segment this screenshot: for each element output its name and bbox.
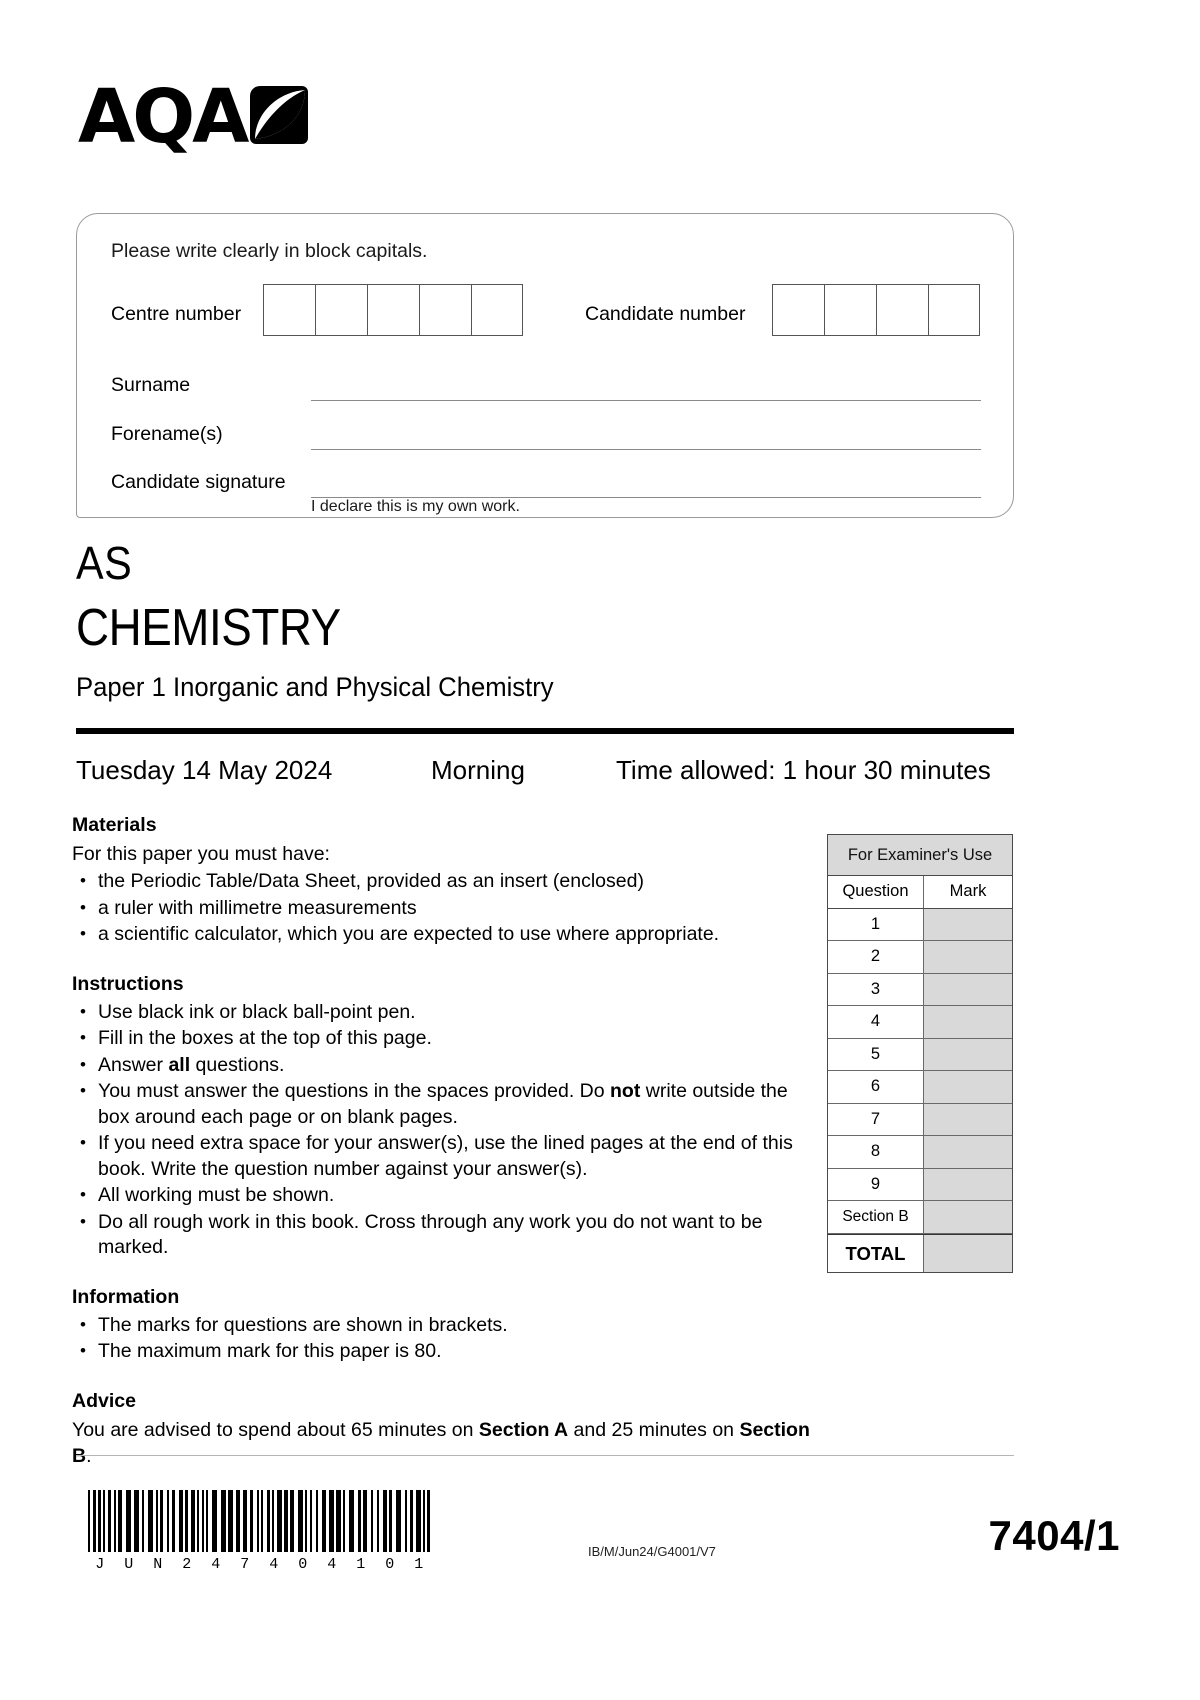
question-label: 3 <box>828 974 924 1006</box>
barcode-bar <box>261 1490 263 1552</box>
barcode-bar <box>114 1490 116 1552</box>
examiner-table-row <box>828 1104 1012 1137</box>
declaration-text: I declare this is my own work. <box>311 498 520 515</box>
mark-cell[interactable] <box>924 1006 1012 1038</box>
instructions-item: • Do all rough work in this book. Cross through any work you do not want to be marked. <box>72 1210 812 1261</box>
examiner-table-row <box>828 1136 1012 1169</box>
subject-title: CHEMISTRY <box>76 599 341 657</box>
barcode-bar <box>383 1490 387 1552</box>
forenames-field[interactable] <box>311 449 981 450</box>
total-label: TOTAL <box>828 1235 924 1272</box>
barcode-bar <box>343 1490 345 1552</box>
barcode-bar <box>126 1490 131 1552</box>
barcode-bar <box>179 1490 183 1552</box>
cover-instructions-panel <box>72 812 812 1471</box>
barcode-bar <box>349 1490 354 1552</box>
materials-item: • the Periodic Table/Data Sheet, provided as an insert (enclosed) <box>72 869 812 895</box>
candidate-number-cell[interactable] <box>772 284 824 336</box>
centre-number-input[interactable] <box>263 284 523 336</box>
barcode-bar <box>172 1490 175 1552</box>
materials-item: • a ruler with millimetre measurements <box>72 896 812 922</box>
question-label: 7 <box>828 1104 924 1136</box>
mark-cell[interactable] <box>924 909 1012 941</box>
exam-meta-row <box>76 755 1016 791</box>
barcode-bar <box>363 1490 367 1552</box>
advice-heading: Advice <box>72 1389 136 1412</box>
mark-cell[interactable] <box>924 1201 1012 1233</box>
barcode-bar <box>250 1490 253 1552</box>
materials-lead: For this paper you must have: <box>72 843 330 865</box>
instructions-item: • You must answer the questions in the spaces provided. Do not write outside the box around each page or on blank pages. <box>72 1079 812 1130</box>
instructions-list <box>72 1000 812 1261</box>
information-list <box>72 1313 812 1365</box>
barcode-bar <box>310 1490 312 1552</box>
candidate-details-box <box>76 213 1014 518</box>
title-divider <box>76 728 1014 734</box>
barcode-number: J U N 2 4 7 4 0 4 1 0 1 <box>95 1556 429 1573</box>
barcode-bar <box>191 1490 195 1552</box>
barcode-bar <box>103 1490 105 1552</box>
question-label: 2 <box>828 941 924 973</box>
total-mark-cell[interactable] <box>924 1235 1012 1272</box>
question-label: 9 <box>828 1169 924 1201</box>
barcode-bar <box>93 1490 96 1552</box>
forenames-label: Forename(s) <box>111 423 223 445</box>
barcode-bar <box>410 1490 413 1552</box>
barcode-bar <box>389 1490 392 1552</box>
examiner-table-title: For Examiner's Use <box>828 835 1012 876</box>
barcode-bar <box>267 1490 270 1552</box>
candidate-number-cell[interactable] <box>824 284 876 336</box>
barcode-bar <box>272 1490 274 1552</box>
candidate-signature-label: Candidate signature <box>111 471 286 493</box>
barcode-bar <box>98 1490 101 1552</box>
ib-code: IB/M/Jun24/G4001/V7 <box>588 1544 716 1559</box>
examiner-table-row <box>828 1006 1012 1039</box>
advice-text: You are advised to spend about 65 minutes on Section A and 25 minutes on Section B. <box>72 1418 810 1467</box>
barcode-bar <box>202 1490 204 1552</box>
barcode-bar <box>148 1490 153 1552</box>
exam-date: Tuesday 14 May 2024 <box>76 755 333 785</box>
centre-number-cell[interactable] <box>419 284 471 336</box>
examiner-table-row <box>828 1039 1012 1072</box>
examiner-table-header-row <box>828 876 1012 909</box>
barcode-bar <box>358 1490 361 1552</box>
question-label: 5 <box>828 1039 924 1071</box>
question-label: 4 <box>828 1006 924 1038</box>
barcode <box>88 1490 436 1552</box>
barcode-bar <box>167 1490 169 1552</box>
aqa-leaf-icon <box>250 86 308 144</box>
block-capitals-note: Please write clearly in block capitals. <box>111 240 428 262</box>
examiner-table-total-row <box>828 1234 1012 1272</box>
instructions-item: • Use black ink or black ball-point pen. <box>72 1000 812 1026</box>
paper-code: 7404/1 <box>988 1512 1120 1559</box>
barcode-bar <box>396 1490 401 1552</box>
candidate-number-cell[interactable] <box>876 284 928 336</box>
barcode-bar <box>160 1490 163 1552</box>
mark-cell[interactable] <box>924 941 1012 973</box>
question-label: 8 <box>828 1136 924 1168</box>
materials-item: • a scientific calculator, which you are expected to use where appropriate. <box>72 922 812 948</box>
mark-cell[interactable] <box>924 974 1012 1006</box>
barcode-bar <box>257 1490 259 1552</box>
mark-cell[interactable] <box>924 1071 1012 1103</box>
examiner-table-row <box>828 974 1012 1007</box>
barcode-bar <box>108 1490 111 1552</box>
barcode-bar <box>322 1490 326 1552</box>
centre-number-label: Centre number <box>111 303 242 325</box>
barcode-bar <box>236 1490 240 1552</box>
surname-field[interactable] <box>311 400 981 401</box>
examiner-use-table <box>827 834 1013 1273</box>
aqa-wordmark: AQA <box>78 74 247 160</box>
barcode-bar <box>336 1490 341 1552</box>
barcode-bar <box>88 1490 90 1552</box>
barcode-bar <box>298 1490 303 1552</box>
instructions-item: • All working must be shown. <box>72 1183 812 1209</box>
surname-label: Surname <box>111 374 191 396</box>
paper-title: Paper 1 Inorganic and Physical Chemistry <box>76 672 554 702</box>
barcode-bar <box>329 1490 334 1552</box>
barcode-bar <box>377 1490 379 1552</box>
barcode-bar <box>206 1490 208 1552</box>
examiner-table-row <box>828 1071 1012 1104</box>
instructions-heading: Instructions <box>72 972 184 995</box>
barcode-bar <box>305 1490 307 1552</box>
barcode-bar <box>423 1490 425 1552</box>
barcode-bar <box>427 1490 430 1552</box>
barcode-bar <box>142 1490 144 1552</box>
materials-heading: Materials <box>72 814 157 836</box>
centre-number-cell[interactable] <box>471 284 523 336</box>
mark-cell[interactable] <box>924 1104 1012 1136</box>
information-heading: Information <box>72 1285 180 1308</box>
information-item: • The marks for questions are shown in brackets. <box>72 1313 812 1339</box>
mark-cell[interactable] <box>924 1039 1012 1071</box>
barcode-bar <box>405 1490 407 1552</box>
centre-number-cell[interactable] <box>315 284 367 336</box>
instructions-item: • If you need extra space for your answer(s), use the lined pages at the end of this book. Write the question number against your answer(s). <box>72 1131 812 1182</box>
question-label: 6 <box>828 1071 924 1103</box>
mark-cell[interactable] <box>924 1169 1012 1201</box>
exam-session: Morning <box>431 755 525 785</box>
barcode-bar <box>118 1490 122 1552</box>
question-label: 1 <box>828 909 924 941</box>
barcode-bar <box>243 1490 247 1552</box>
footer-divider <box>76 1455 1014 1456</box>
information-item: • The maximum mark for this paper is 80. <box>72 1339 812 1365</box>
barcode-bar <box>277 1490 282 1552</box>
barcode-bar <box>228 1490 233 1552</box>
barcode-bar <box>221 1490 226 1552</box>
barcode-bar <box>316 1490 318 1552</box>
barcode-bar <box>212 1490 217 1552</box>
barcode-bar <box>371 1490 373 1552</box>
centre-number-cell[interactable] <box>263 284 315 336</box>
qualification-level: AS <box>76 537 133 589</box>
candidate-number-label: Candidate number <box>585 303 746 325</box>
examiner-table-row <box>828 941 1012 974</box>
barcode-bar <box>284 1490 288 1552</box>
question-label: Section B <box>828 1201 924 1233</box>
examiner-table-row <box>828 1201 1012 1234</box>
exam-time-allowed: Time allowed: 1 hour 30 minutes <box>616 755 991 785</box>
instructions-item: • Answer all questions. <box>72 1053 812 1079</box>
mark-cell[interactable] <box>924 1136 1012 1168</box>
barcode-bar <box>416 1490 421 1552</box>
candidate-number-cell[interactable] <box>928 284 980 336</box>
question-column-header: Question <box>828 876 924 908</box>
centre-number-cell[interactable] <box>367 284 419 336</box>
materials-list <box>72 869 812 948</box>
barcode-bar <box>185 1490 188 1552</box>
instructions-item: • Fill in the boxes at the top of this page. <box>72 1026 812 1052</box>
examiner-table-row <box>828 1169 1012 1202</box>
barcode-bar <box>134 1490 139 1552</box>
barcode-bar <box>197 1490 199 1552</box>
aqa-logo <box>78 74 308 160</box>
candidate-number-input[interactable] <box>772 284 980 336</box>
examiner-table-row <box>828 909 1012 942</box>
barcode-bar <box>156 1490 158 1552</box>
mark-column-header: Mark <box>924 876 1012 908</box>
barcode-bar <box>290 1490 294 1552</box>
